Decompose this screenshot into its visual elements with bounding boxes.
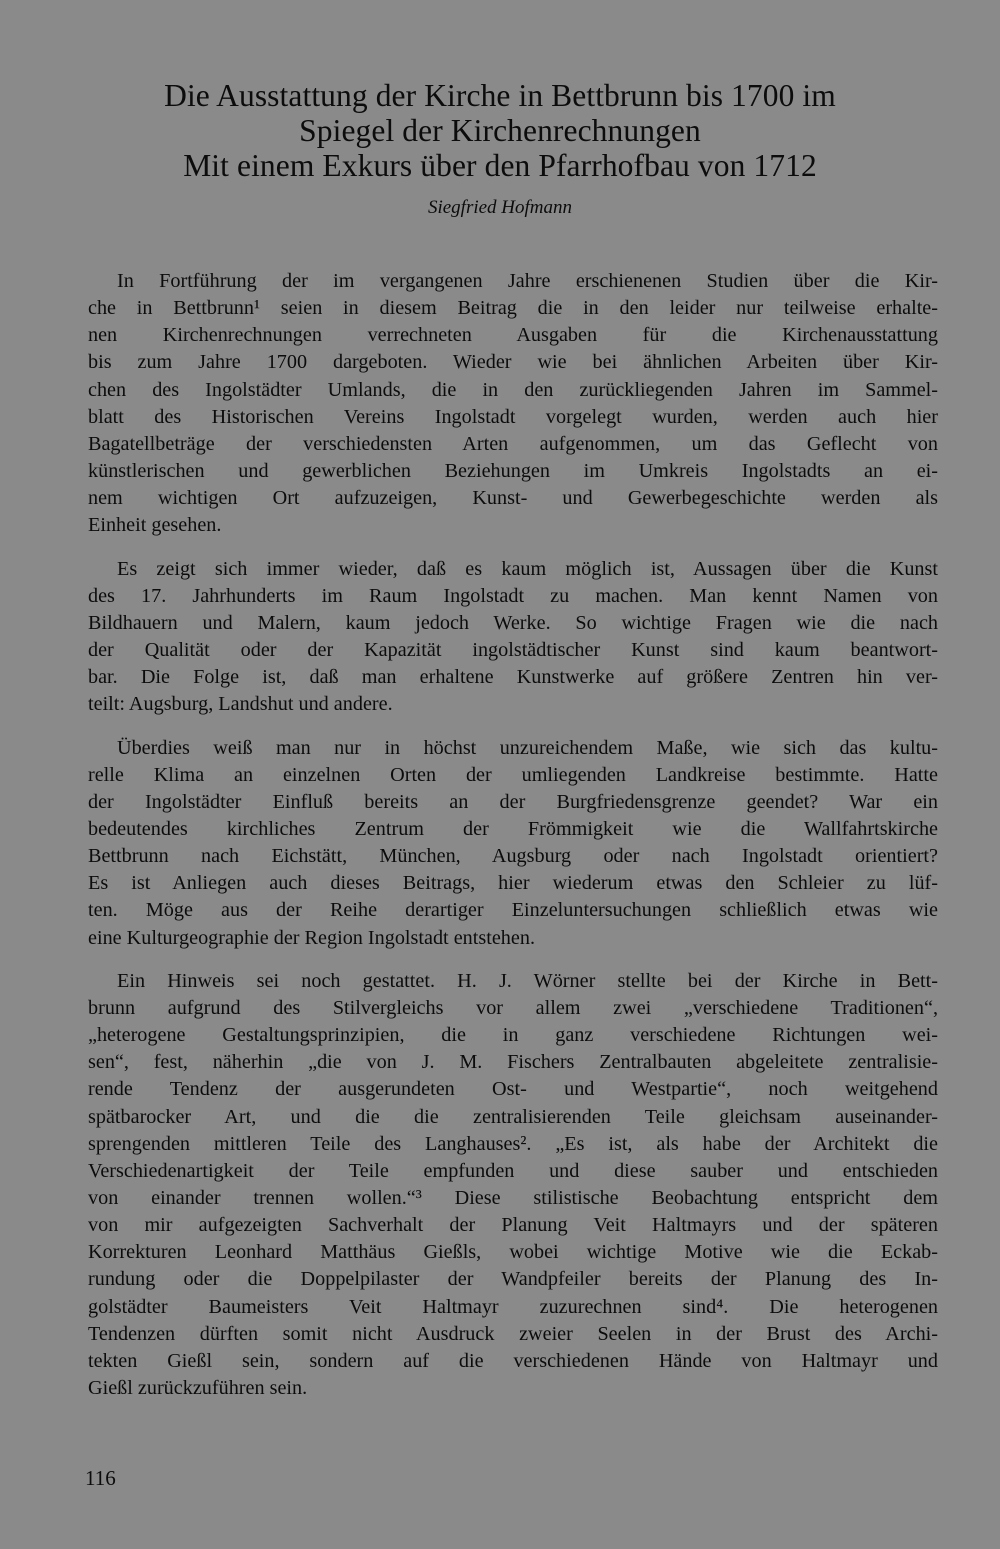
text-line: Es ist Anliegen auch dieses Beitrags, hier wiederum etwas den Schleier zu lüf- [88, 872, 938, 895]
text-line: spätbarocker Art, und die die zentralisierenden Teile gleichsam auseinander- [88, 1105, 938, 1128]
text-line: bedeutendes kirchliches Zentrum der Frömmigkeit wie die Wallfahrtskirche [88, 817, 938, 840]
text-line: rundung oder die Doppelpilaster der Wandpfeiler bereits der Planung des In- [88, 1268, 938, 1291]
text-line: Tendenzen dürften somit nicht Ausdruck zweier Seelen in der Brust des Archi- [88, 1322, 938, 1345]
text-line: bar. Die Folge ist, daß man erhaltene Kunstwerke auf größere Zentren hin ver- [88, 666, 938, 689]
title-line-1: Die Ausstattung der Kirche in Bettbrunn bis 1700 im [164, 78, 836, 113]
text-line: eine Kulturgeographie der Region Ingolstadt entstehen. [88, 926, 535, 949]
text-line: Bildhauern und Malern, kaum jedoch Werke. So wichtige Fragen wie die nach [88, 611, 938, 634]
title-line-2: Spiegel der Kirchenrechnungen [299, 113, 701, 148]
paragraph-1 [88, 268, 938, 540]
text-line: teilt: Augsburg, Landshut und andere. [88, 693, 393, 716]
title-line-3: Mit einem Exkurs über den Pfarrhofbau von 1712 [183, 148, 817, 183]
text-line: rende Tendenz der ausgerundeten Ost- und Westpartie“, noch weitgehend [88, 1078, 938, 1101]
text-line: tekten Gießl sein, sondern auf die verschiedenen Hände von Haltmayr und [88, 1349, 938, 1372]
text-line: brunn aufgrund des Stilvergleichs vor allem zwei „verschiedene Traditionen“, [88, 996, 938, 1019]
text-line: Bettbrunn nach Eichstätt, München, Augsburg oder nach Ingolstadt orientiert? [88, 845, 938, 868]
text-line: der Ingolstädter Einfluß bereits an der Burgfriedensgrenze geendet? War ein [88, 790, 938, 813]
paragraph-4 [88, 968, 938, 1403]
text-line: blatt des Historischen Vereins Ingolstadt vorgelegt wurden, werden auch hier [88, 405, 938, 428]
text-line: Einheit gesehen. [88, 514, 222, 537]
article-header [60, 78, 940, 220]
text-line: relle Klima an einzelnen Orten der umliegenden Landkreise bestimmte. Hatte [88, 763, 938, 786]
text-line: Bagatellbeträge der verschiedensten Arten aufgenommen, um das Geflecht von [88, 432, 938, 455]
text-line: In Fortführung der im vergangenen Jahre erschienenen Studien über die Kir- [117, 270, 938, 292]
text-line: Gießl zurückzuführen sein. [88, 1377, 308, 1400]
text-line: golstädter Baumeisters Veit Haltmayr zuzurechnen sind⁴. Die heterogenen [88, 1295, 938, 1318]
text-line: der Qualität oder der Kapazität ingolstädtischer Kunst sind kaum beantwort- [88, 639, 938, 662]
text-line: Verschiedenartigkeit der Teile empfunden und diese sauber und entschieden [88, 1159, 938, 1182]
text-line: che in Bettbrunn¹ seien in diesem Beitrag die in den leider nur teilweise erhalte- [88, 297, 938, 320]
text-line: chen des Ingolstädter Umlands, die in den zurückliegenden Jahren im Sammel- [88, 378, 938, 401]
text-line: künstlerischen und gewerblichen Beziehungen im Umkreis Ingolstadts an ei- [88, 460, 938, 483]
text-line: von mir aufgezeigten Sachverhalt der Planung Veit Haltmayrs und der späteren [88, 1214, 938, 1237]
text-line: Ein Hinweis sei noch gestattet. H. J. Wörner stellte bei der Kirche in Bett- [117, 969, 938, 992]
text-line: Überdies weiß man nur in höchst unzureichendem Maße, wie sich das kultu- [117, 736, 938, 759]
paragraph-3 [88, 735, 938, 952]
article-body [88, 268, 938, 1418]
text-line: Es zeigt sich immer wieder, daß es kaum möglich ist, Aussagen über die Kunst [117, 557, 938, 580]
text-line: des 17. Jahrhunderts im Raum Ingolstadt zu machen. Man kennt Namen von [88, 584, 938, 607]
paragraph-2 [88, 556, 938, 719]
text-line: nem wichtigen Ort aufzuzeigen, Kunst- und Gewerbegeschichte werden als [88, 487, 938, 510]
text-line: von einander trennen wollen.“³ Diese stilistische Beobachtung entspricht dem [88, 1187, 938, 1209]
text-line: nen Kirchenrechnungen verrechneten Ausgaben für die Kirchenausstattung [88, 324, 938, 347]
text-line: sen“, fest, näherhin „die von J. M. Fischers Zentralbauten abgeleitete zentralisie- [88, 1051, 938, 1074]
text-line: Korrekturen Leonhard Matthäus Gießls, wobei wichtige Motive wie die Eckab- [88, 1241, 938, 1264]
text-line: „heterogene Gestaltungsprinzipien, die in ganz verschiedene Richtungen wei- [88, 1024, 938, 1047]
text-line: bis zum Jahre 1700 dargeboten. Wieder wie bei ähnlichen Arbeiten über Kir- [88, 351, 938, 374]
text-line: ten. Möge aus der Reihe derartiger Einzeluntersuchungen schließlich etwas wie [88, 899, 938, 922]
author-name: Siegfried Hofmann [427, 197, 573, 218]
page-number: 116 [85, 1466, 116, 1490]
text-line: sprengenden mittleren Teile des Langhauses². „Es ist, als habe der Architekt die [88, 1132, 938, 1155]
